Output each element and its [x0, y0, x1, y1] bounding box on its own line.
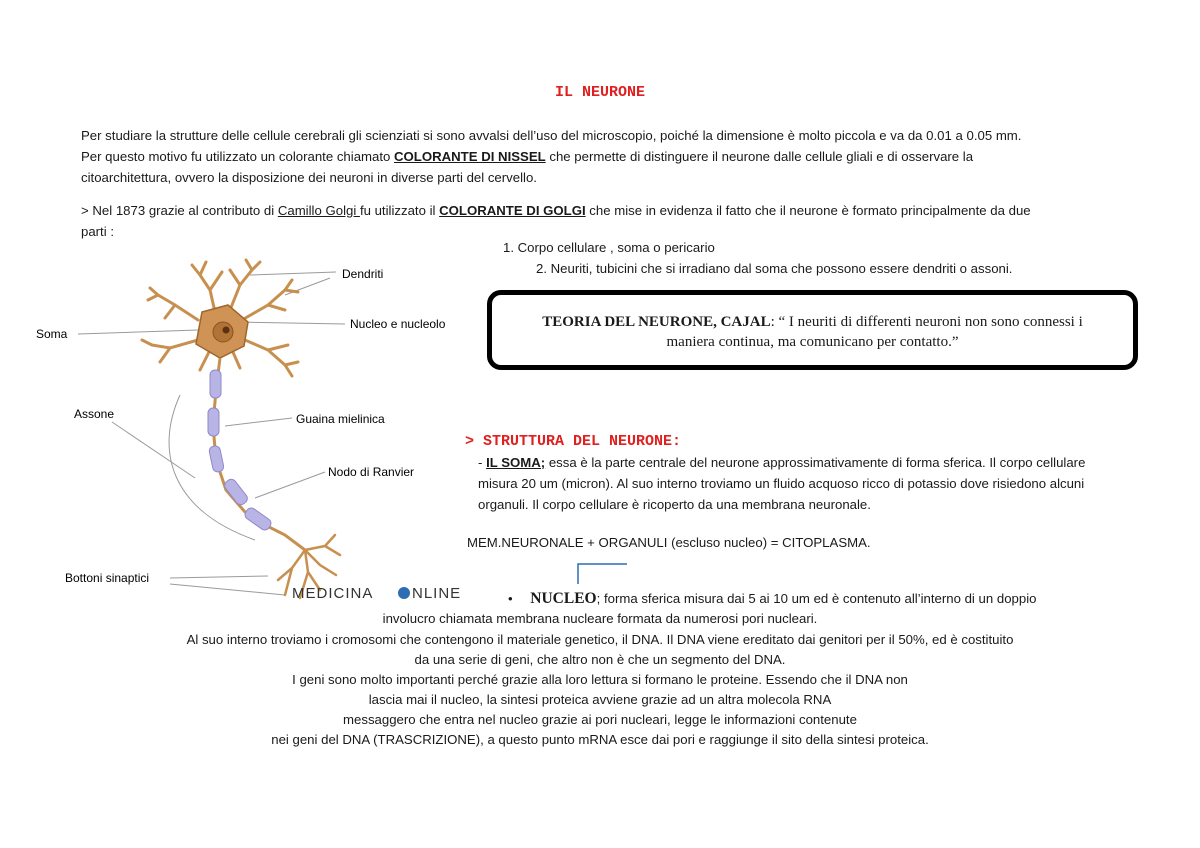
- watermark-text-b: NLINE: [412, 585, 462, 602]
- bullet-icon: •: [508, 591, 513, 606]
- label-soma: Soma: [36, 327, 68, 341]
- nucleo-line-2: involucro chiamata membrana nucleare formata da numerosi pori nucleari.: [382, 611, 818, 626]
- golgi-line-2: parti :: [81, 224, 114, 239]
- label-ranvier: Nodo di Ranvier: [328, 465, 415, 479]
- citoplasma-formula: MEM.NEURONALE + ORGANULI (escluso nucleo) = CITOPLASMA.: [467, 535, 871, 550]
- medicina-online-watermark: [292, 585, 461, 602]
- cajal-theory-box: [487, 290, 1138, 370]
- nucleo-line-3: Al suo interno troviamo i cromosomi che contengono il materiale genetico, il DNA. Il DNA viene ereditato dai genitori per il 50%, ed è costituito: [186, 632, 1014, 647]
- nucleo-line-6: lascia mai il nucleo, la sintesi proteica avviene grazie ad un altra molecola RNA: [368, 692, 832, 707]
- golgi-line-1: > Nel 1873 grazie al contributo di Camillo Golgi fu utilizzato il COLORANTE DI GOLGI che mise in evidenza il fatto che il neurone è formato principalmente da due: [81, 203, 1031, 218]
- intro-paragraph: [81, 125, 1181, 188]
- neuron-diagram: [30, 250, 470, 610]
- soma-label: IL SOMA;: [486, 455, 546, 470]
- nucleus-shape: [213, 322, 233, 342]
- golgi-name: Camillo Golgi: [277, 203, 360, 218]
- intro-line-1: Per studiare la strutture delle cellule cerebrali gli scienziati si sono avvalsi dell’uso del microscopio, poiché la dimensione è molto piccola e va da 0.01 a 0.05 mm.: [81, 128, 1022, 143]
- nucleo-line-5: I geni sono molto importanti perché grazie alla loro lettura si formano le proteine. Essendo che il DNA non: [292, 672, 908, 687]
- golgi-term: COLORANTE DI GOLGI: [439, 203, 586, 218]
- connector-bracket: [570, 558, 630, 588]
- label-bottoni: Bottoni sinaptici: [65, 571, 150, 585]
- label-dendriti: Dendriti: [342, 267, 384, 281]
- struttura-heading: > STRUTTURA DEL NEURONE:: [465, 433, 682, 450]
- nissel-term: COLORANTE DI NISSEL: [394, 149, 546, 164]
- label-assone: Assone: [74, 407, 115, 421]
- parts-item-1: 1. Corpo cellulare , soma o pericario: [503, 240, 715, 255]
- intro-line-3: citoarchitettura, ovvero la disposizione dei neuroni in diverse parti del cervello.: [81, 170, 537, 185]
- nucleo-line-1: • NUCLEO; forma sferica misura dai 5 ai 10 um ed è contenuto all’interno di un doppio: [508, 590, 1037, 607]
- nucleo-line-4: da una serie di geni, che altro non è che un segmento del DNA.: [414, 652, 786, 667]
- nucleo-line-8: nei geni del DNA (TRASCRIZIONE), a questo punto mRNA esce dai pori e raggiunge il sito della sintesi proteica.: [271, 732, 929, 747]
- intro-line-2: Per questo motivo fu utilizzato un colorante chiamato COLORANTE DI NISSEL che permette di distinguere il neurone dalle cellule gliali e di osservare la: [81, 149, 974, 164]
- watermark-text-a: MEDICINA: [292, 585, 374, 602]
- label-guaina: Guaina mielinica: [296, 412, 385, 426]
- cajal-text: : “ I neuriti di differenti neuroni non sono connessi i maniera continua, ma comunicano per contatto.”: [666, 314, 1083, 350]
- nucleo-label: NUCLEO: [530, 590, 597, 607]
- golgi-paragraph: [81, 200, 1181, 242]
- nucleo-line-7: messaggero che entra nel nucleo grazie ai pori nucleari, legge le informazioni contenute: [343, 712, 857, 727]
- nucleolus-shape: [223, 327, 230, 334]
- label-nucleo: Nucleo e nucleolo: [350, 317, 446, 331]
- parts-item-2: 2. Neuriti, tubicini che si irradiano dal soma che possono essere dendriti o assoni.: [536, 261, 1013, 276]
- globe-icon: [398, 587, 410, 599]
- soma-paragraph: - IL SOMA; essa è la parte centrale del neurone approssimativamente di forma sferica. Il corpo cellulare misura 20 um (micron). Al suo interno troviamo un fluido acquoso ricco di potassio dove risiedono alcuni organuli. Il corpo cellulare è ricoperto da una membrana neuronale.: [478, 455, 1086, 512]
- page-title: IL NEURONE: [554, 84, 645, 101]
- cajal-title: TEORIA DEL NEURONE, CAJAL: [542, 314, 771, 330]
